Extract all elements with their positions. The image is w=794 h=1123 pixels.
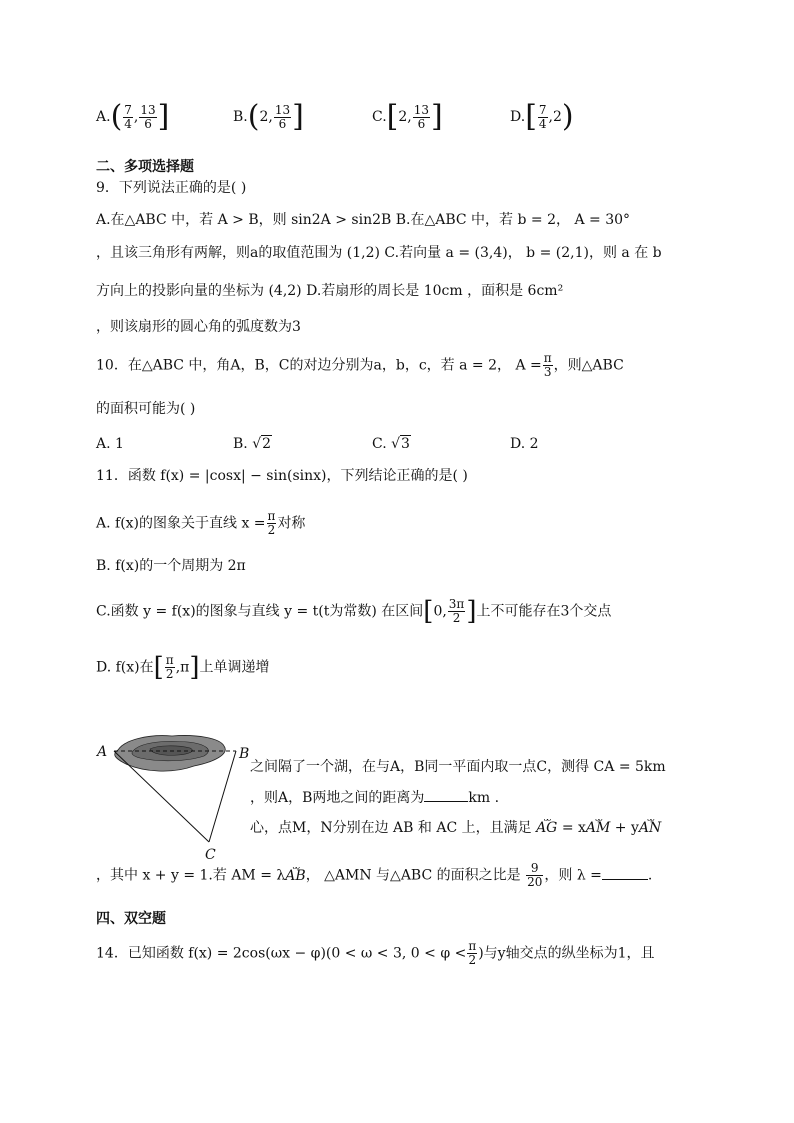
q9-line-1: A.在△ABC 中，若 A > B，则 sin2A > sin2B B.在△ABC 中，若 b = 2， A = 30° xyxy=(96,212,631,228)
fraction: $\frac{\pi}{2}$ xyxy=(468,939,477,967)
q13-line-1: 心，点M，N分别在边 AB 和 AC 上，且满足 ᴗᴗ AG = xᴗᴗ AM + yᴗᴗ AN xyxy=(250,818,661,838)
q12-line-2: ，则A，B两地之间的距离为 km . xyxy=(250,787,499,808)
fraction: $\frac{13}{6}$ xyxy=(140,102,156,131)
q8-option-c: C.[2, $\frac{13}{6}$ ] xyxy=(372,99,443,134)
answer-blank xyxy=(424,787,468,802)
q11-option-b: B. f(x)的一个周期为 2π xyxy=(96,558,246,574)
fraction: $\frac{13}{6}$ xyxy=(413,102,430,131)
answer-blank xyxy=(602,865,648,880)
q9-line-3: 方向上的投影向量的坐标为 (4,2) D.若扇形的周长是 10cm ，面积是 6cm² xyxy=(96,283,564,299)
fraction: $\frac{13}{6}$ xyxy=(274,102,291,131)
figure-label-c: C xyxy=(205,847,216,863)
section-title-multiple-choice: 二、多项选择题 xyxy=(96,159,194,175)
q11-option-a: A. f(x)的图象关于直线 x = $\frac{\pi}{2}$ 对称 xyxy=(96,509,306,537)
q11-stem: 11．函数 f(x) = |cosx| − sin(sinx)，下列结论正确的是( ) xyxy=(96,468,468,484)
fraction: $\frac{7}{4}$ xyxy=(538,102,547,131)
q11-option-c: C.函数 y = f(x)的图象与直线 y = t(t为常数) 在区间[0, $\frac{3\pi}{2}$ ]上不可能存在3个交点 xyxy=(96,596,612,627)
q10-option-d: D. 2 xyxy=(510,436,539,452)
fraction: $\frac{\pi}{2}$ xyxy=(165,653,174,681)
q8-option-d: D.[ $\frac{7}{4}$ ,2) xyxy=(510,99,574,134)
q8-option-a: A.( $\frac{7}{4}$ , $\frac{13}{6}$ ] xyxy=(96,99,170,134)
q9-stem: 9．下列说法正确的是( ) xyxy=(96,180,247,196)
section-title-double-blank: 四、双空题 xyxy=(96,911,166,927)
q9-line-4: ，则该扇形的圆心角的弧度数为3 xyxy=(96,319,301,335)
segment-bc xyxy=(209,751,236,842)
q10-option-b: B. √2 xyxy=(233,436,272,452)
q10-stem-2: 的面积可能为( ) xyxy=(96,401,196,417)
figure-label-b: B xyxy=(239,746,250,762)
fraction: $\frac{\pi}{3}$ xyxy=(543,351,552,379)
q10-option-a: A. 1 xyxy=(96,436,124,452)
fraction: $\frac{7}{4}$ xyxy=(124,102,132,131)
fraction: $\frac{3\pi}{2}$ xyxy=(448,597,465,625)
q11-option-d: D. f(x)在[ $\frac{\pi}{2}$ ,π]上单调递增 xyxy=(96,652,270,683)
q9-line-2: ，且该三角形有两解，则a的取值范围为 (1,2) C.若向量 a = (3,4)， b = (2,1)，则 a 在 b xyxy=(96,245,662,261)
q13-line-2: ，其中 x + y = 1.若 AM = λᴗᴗ AB， △AMN 与△ABC 的面积之比是 $\frac{9}{20}$ ，则 λ = . xyxy=(96,862,652,889)
q14-stem: 14．已知函数 f(x) = 2cos(ωx − φ)(0 < ω < 3, 0 < φ < $\frac{\pi}{2}$ )与y轴交点的纵坐标为1，且 xyxy=(96,939,655,967)
fraction: $\frac{9}{20}$ xyxy=(527,861,543,889)
q10-option-c: C. √3 xyxy=(372,436,410,452)
q8-option-b: B.(2, $\frac{13}{6}$ ] xyxy=(233,99,304,134)
fraction: $\frac{\pi}{2}$ xyxy=(267,509,276,537)
lake-triangle-figure xyxy=(96,728,252,868)
q12-line-1: 之间隔了一个湖，在与A，B同一平面内取一点C，测得 CA = 5km xyxy=(250,759,666,775)
figure-label-a: A xyxy=(97,744,108,760)
q10-stem: 10．在△ABC 中，角A，B，C的对边分别为a，b，c，若 a = 2， A = $\frac{\pi}{3}$ ，则△ABC xyxy=(96,351,624,379)
